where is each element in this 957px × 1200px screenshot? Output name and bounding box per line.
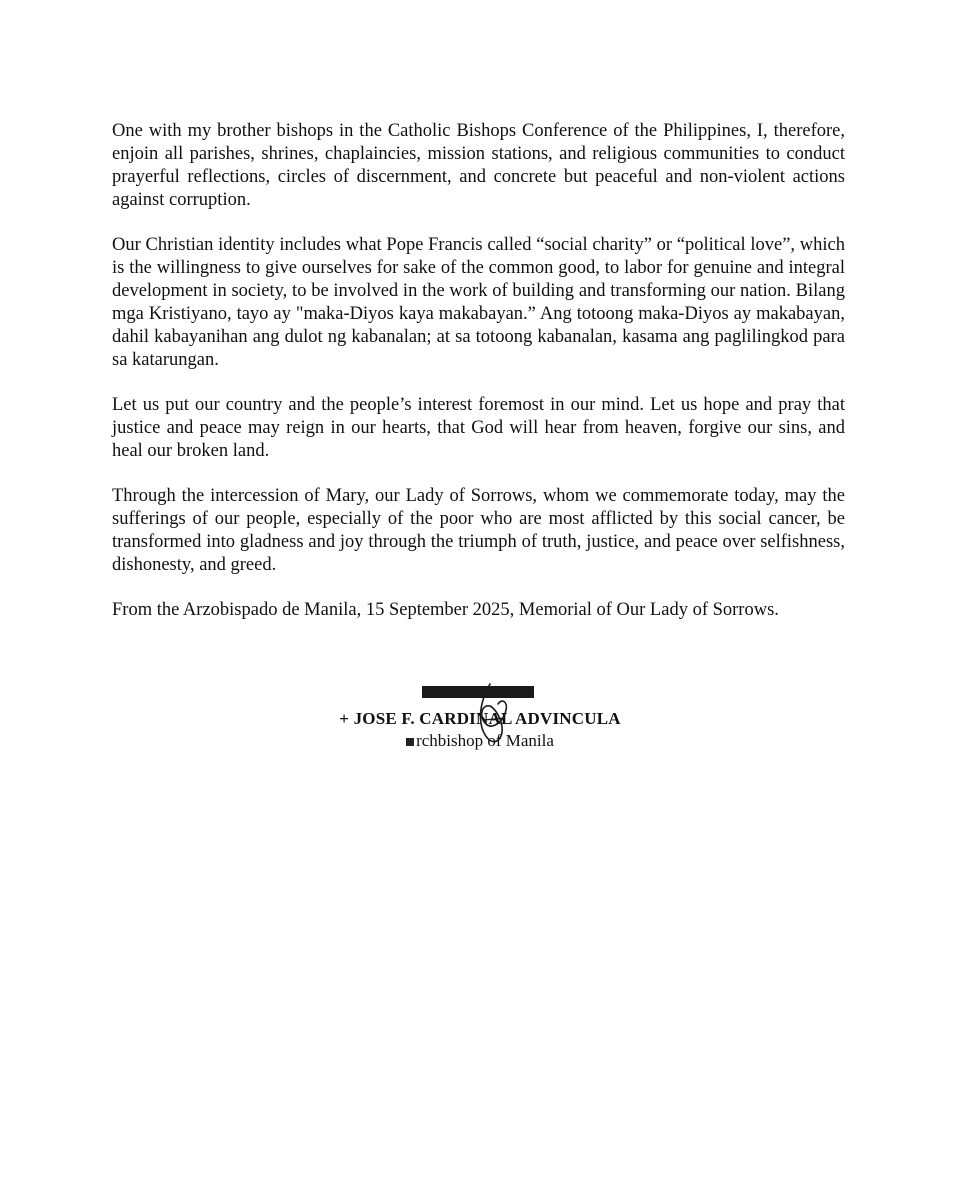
letter-body: [112, 120, 845, 644]
handwritten-signature-icon: [460, 680, 520, 752]
paragraph-intercession-of-mary: Through the intercession of Mary, our Lady of Sorrows, whom we commemorate today, may the sufferings of our people, especially of the poor who are most afflicted by this social cancer, be transformed into gladness and joy through the triumph of truth, justice, and peace over selfishness, dishonesty, and greed.: [112, 486, 845, 575]
paragraph-enjoin-parishes: One with my brother bishops in the Catholic Bishops Conference of the Philippines, I, therefore, enjoin all parishes, shrines, chaplaincies, mission stations, and religious communities to conduct prayerful reflections, circles of discernment, and concrete but peaceful and non-violent actions against corruption.: [112, 121, 845, 210]
signatory-name: + JOSE F. CARDINAL ADVINCULA: [339, 709, 621, 728]
small-stamp-icon: [406, 738, 414, 746]
signature-block: [300, 680, 660, 760]
signatory-title: rchbishop of Manila: [416, 731, 554, 750]
paragraph-country-interest: Let us put our country and the people’s interest foremost in our mind. Let us hope and pray that justice and peace may reign in our hearts, that God will hear from heaven, forgive our sins, and heal our broken land.: [112, 395, 845, 461]
paragraph-christian-identity: Our Christian identity includes what Pope Francis called “social charity” or “political love”, which is the willingness to give ourselves for sake of the common good, to labor for genuine and integral development in society, to be involved in the work of building and transforming our nation. Bilang mga Kristiyano, tayo ay "maka-Diyos kaya makabayan.” Ang totoong maka-Diyos ay makabayan, dahil kabayanihan ang dulot ng kabanalan; at sa totoong kabanalan, kasama ang paglilingkod para sa katarungan.: [112, 235, 845, 370]
paragraph-dateline: From the Arzobispado de Manila, 15 September 2025, Memorial of Our Lady of Sorrows.: [112, 600, 779, 620]
